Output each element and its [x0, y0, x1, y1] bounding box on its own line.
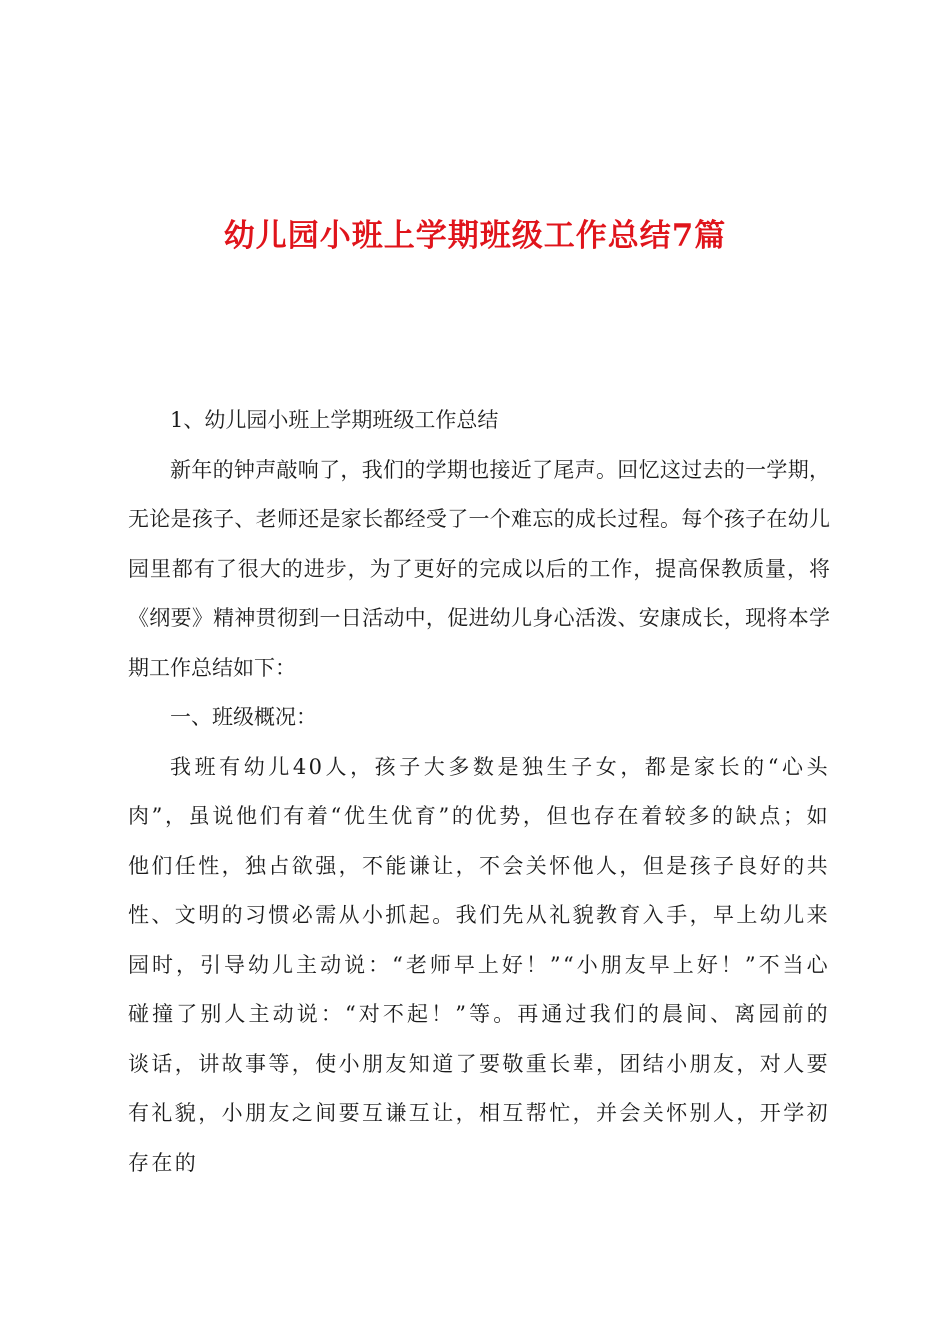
section-heading-1: 1、幼儿园小班上学期班级工作总结	[170, 408, 499, 432]
document-title: 幼儿园小班上学期班级工作总结7篇	[223, 218, 727, 254]
intro-paragraph: 新年的钟声敲响了，我们的学期也接近了尾声。回忆这过去的一学期，无论是孩子、老师还是家长都经受了一个难忘的成长过程。每个孩子在幼儿园里都有了很大的进步，为了更好的完成以后的工作，提高保教质量，将《纲要》精神贯彻到一日活动中，促进幼儿身心活泼、安康成长，现将本学期工作总结如下：	[128, 457, 830, 680]
section-heading-class-overview: 一、班级概况：	[170, 705, 317, 729]
document-body	[128, 396, 830, 1188]
class-overview-paragraph: 我班有幼儿40人，孩子大多数是独生子女，都是家长的“心头肉”，虽说他们有着“优生优育”的优势，但也存在着较多的缺点；如他们任性，独占欲强，不能谦让，不会关怀他人，但是孩子良好的共性、文明的习惯必需从小抓起。我们先从礼貌教育入手，早上幼儿来园时，引导幼儿主动说：“老师早上好！”“小朋友早上好！”不当心碰撞了别人主动说：“对不起！”等。再通过我们的晨间、离园前的谈话，讲故事等，使小朋友知道了要敬重长辈，团结小朋友，对人要有礼貌，小朋友之间要互谦互让，相互帮忙，并会关怀别人，开学初存在的	[128, 754, 830, 1175]
